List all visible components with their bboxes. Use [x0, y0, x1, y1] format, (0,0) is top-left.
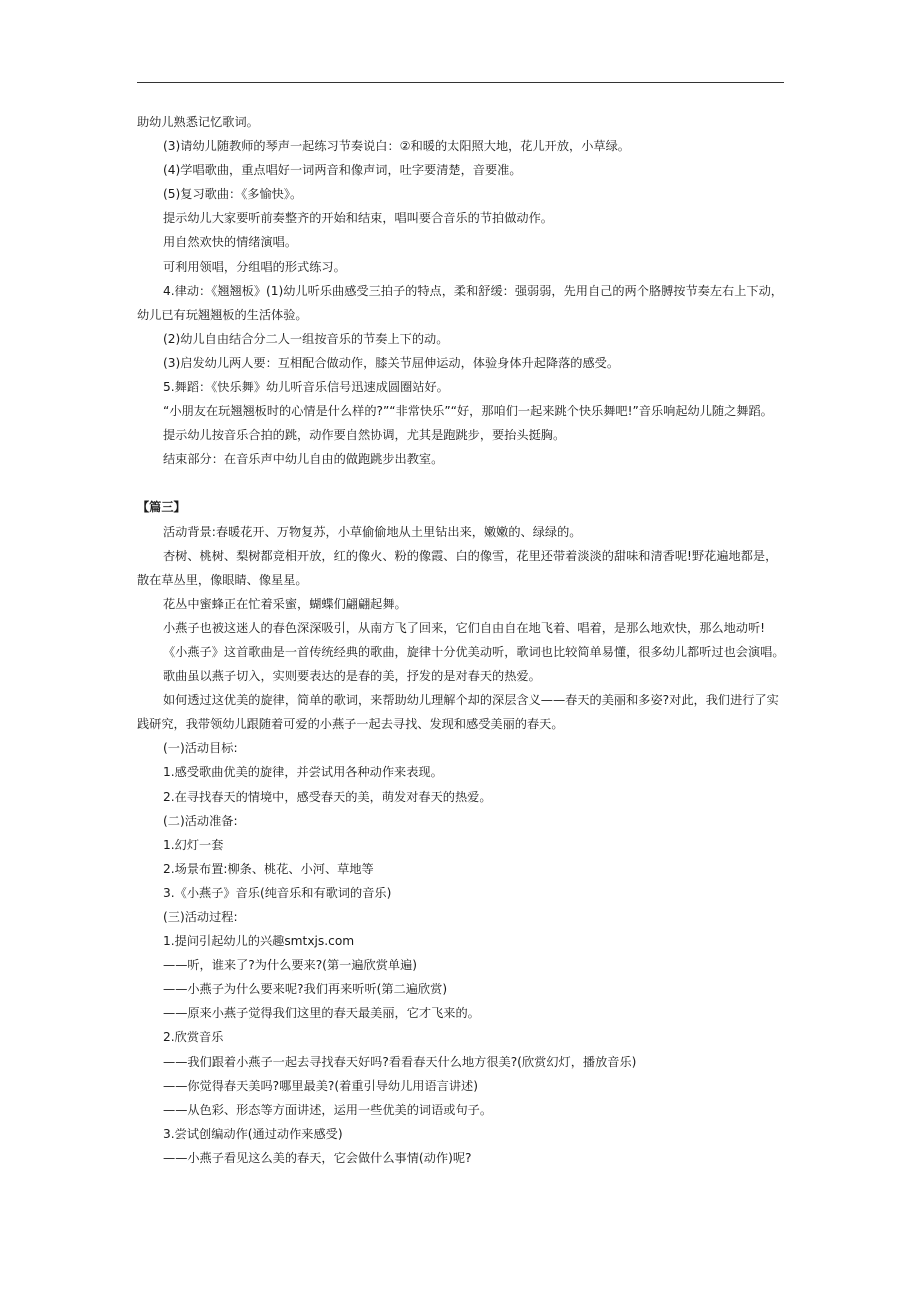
paragraph: (一)活动目标:: [163, 741, 238, 756]
paragraph: 2.欣赏音乐: [163, 1030, 224, 1045]
paragraph: 4.律动：《翘翘板》(1)幼儿听乐曲感受三拍子的特点，柔和舒缓：强弱弱，先用自己的两个胳膊按节奏左右上下动，幼儿已有玩翘翘板的生活体验。: [137, 283, 783, 322]
paragraph: 歌曲虽以燕子切入，实则要表达的是春的美，抒发的是对春天的热爱。: [163, 669, 541, 684]
paragraph: ——从色彩、形态等方面讲述，运用一些优美的词语或句子。: [163, 1102, 493, 1117]
paragraph: ——你觉得春天美吗?哪里最美?(着重引导幼儿用语言讲述): [163, 1078, 478, 1093]
paragraph: ——我们跟着小燕子一起去寻找春天好吗?看看春天什么地方很美?(欣赏幻灯，播放音乐): [163, 1054, 637, 1069]
paragraph: (2)幼儿自由结合分二人一组按音乐的节奏上下的动。: [163, 331, 449, 346]
paragraph: 3.《小燕子》音乐(纯音乐和有歌词的音乐): [163, 885, 392, 900]
paragraph: ——小燕子为什么要来呢?我们再来听听(第二遍欣赏): [163, 982, 448, 997]
paragraph: ——听，谁来了?为什么要来?(第一遍欣赏单遍): [163, 958, 418, 973]
paragraph: (二)活动准备:: [163, 813, 238, 828]
paragraph: 《小燕子》这首歌曲是一首传统经典的歌曲，旋律十分优美动听，歌词也比较简单易懂，很多幼儿都听过也会演唱。: [163, 644, 785, 659]
paragraph: 3.尝试创编动作(通过动作来感受): [163, 1126, 343, 1141]
paragraph: 1.提问引起幼儿的兴趣smtxjs.com: [163, 934, 355, 949]
paragraph: 2.在寻找春天的情境中，感受春天的美，萌发对春天的热爱。: [163, 789, 492, 804]
paragraph: 1.感受歌曲优美的旋律，并尝试用各种动作来表现。: [163, 765, 443, 780]
paragraph: 活动背景:春暖花开、万物复苏，小草偷偷地从土里钻出来，嫩嫩的、绿绿的。: [163, 524, 582, 539]
paragraph: 小燕子也被这迷人的春色深深吸引，从南方飞了回来，它们自由自在地飞着、唱着，是那么地欢快，那么地动听!: [163, 620, 766, 635]
paragraph: 如何透过这优美的旋律，简单的歌词，来帮助幼儿理解个却的深层含义——春天的美丽和多姿?对此，我们进行了实践研究，我带领幼儿跟随着可爱的小燕子一起去寻找、发现和感受美丽的春天。: [137, 693, 779, 732]
section-lesson-continued: [137, 110, 787, 471]
paragraph: ——小燕子看见这么美的春天，它会做什么事情(动作)呢?: [163, 1150, 472, 1165]
paragraph: 1.幻灯一套: [163, 837, 224, 852]
header-rule: [137, 82, 784, 83]
paragraph: (3)请幼儿随教师的琴声一起练习节奏说白：②和暖的太阳照大地，花儿开放，小草绿。: [163, 139, 630, 154]
paragraph: ——原来小燕子觉得我们这里的春天最美丽，它才飞来的。: [163, 1006, 480, 1021]
paragraph: 结束部分：在音乐声中幼儿自由的做跑跳步出教室。: [163, 452, 444, 467]
paragraph: 提示幼儿按音乐合拍的跳，动作要自然协调，尤其是跑跳步，要抬头挺胸。: [163, 428, 566, 443]
document-body: [137, 110, 787, 1170]
paragraph: 2.场景布置:柳条、桃花、小河、草地等: [163, 861, 374, 876]
paragraph: 花丛中蜜蜂正在忙着采蜜，蝴蝶们翩翩起舞。: [163, 596, 407, 611]
paragraph: “小朋友在玩翘翘板时的心情是什么样的?”“非常快乐”“好，那咱们一起来跳个快乐舞吧!”音乐响起幼儿随之舞蹈。: [163, 404, 773, 419]
paragraph: (三)活动过程:: [163, 910, 238, 924]
paragraph: 杏树、桃树、梨树都竞相开放，红的像火、粉的像霞、白的像雪，花里还带着淡淡的甜味和清香呢!野花遍地都是，散在草丛里，像眼睛、像星星。: [137, 548, 778, 587]
section-pian-san: [137, 520, 787, 1171]
paragraph: 5.舞蹈：《快乐舞》幼儿听音乐信号迅速成圆圈站好。: [163, 380, 449, 395]
paragraph: (5)复习歌曲：《多愉快》。: [163, 187, 303, 202]
paragraph: 助幼儿熟悉记忆歌词。: [137, 115, 259, 129]
section-gap: [137, 471, 787, 495]
paragraph: 用自然欢快的情绪演唱。: [163, 235, 298, 250]
section-heading: 【篇三】: [137, 500, 186, 515]
paragraph: (4)学唱歌曲，重点唱好一词两音和像声词，吐字要清楚，音要准。: [163, 163, 522, 178]
paragraph: 提示幼儿大家要听前奏整齐的开始和结束，唱叫要合音乐的节拍做动作。: [163, 211, 553, 226]
paragraph: 可利用领唱，分组唱的形式练习。: [163, 259, 346, 274]
paragraph: (3)启发幼儿两人要：互相配合做动作，膝关节屈伸运动，体验身体升起降落的感受。: [163, 355, 620, 370]
